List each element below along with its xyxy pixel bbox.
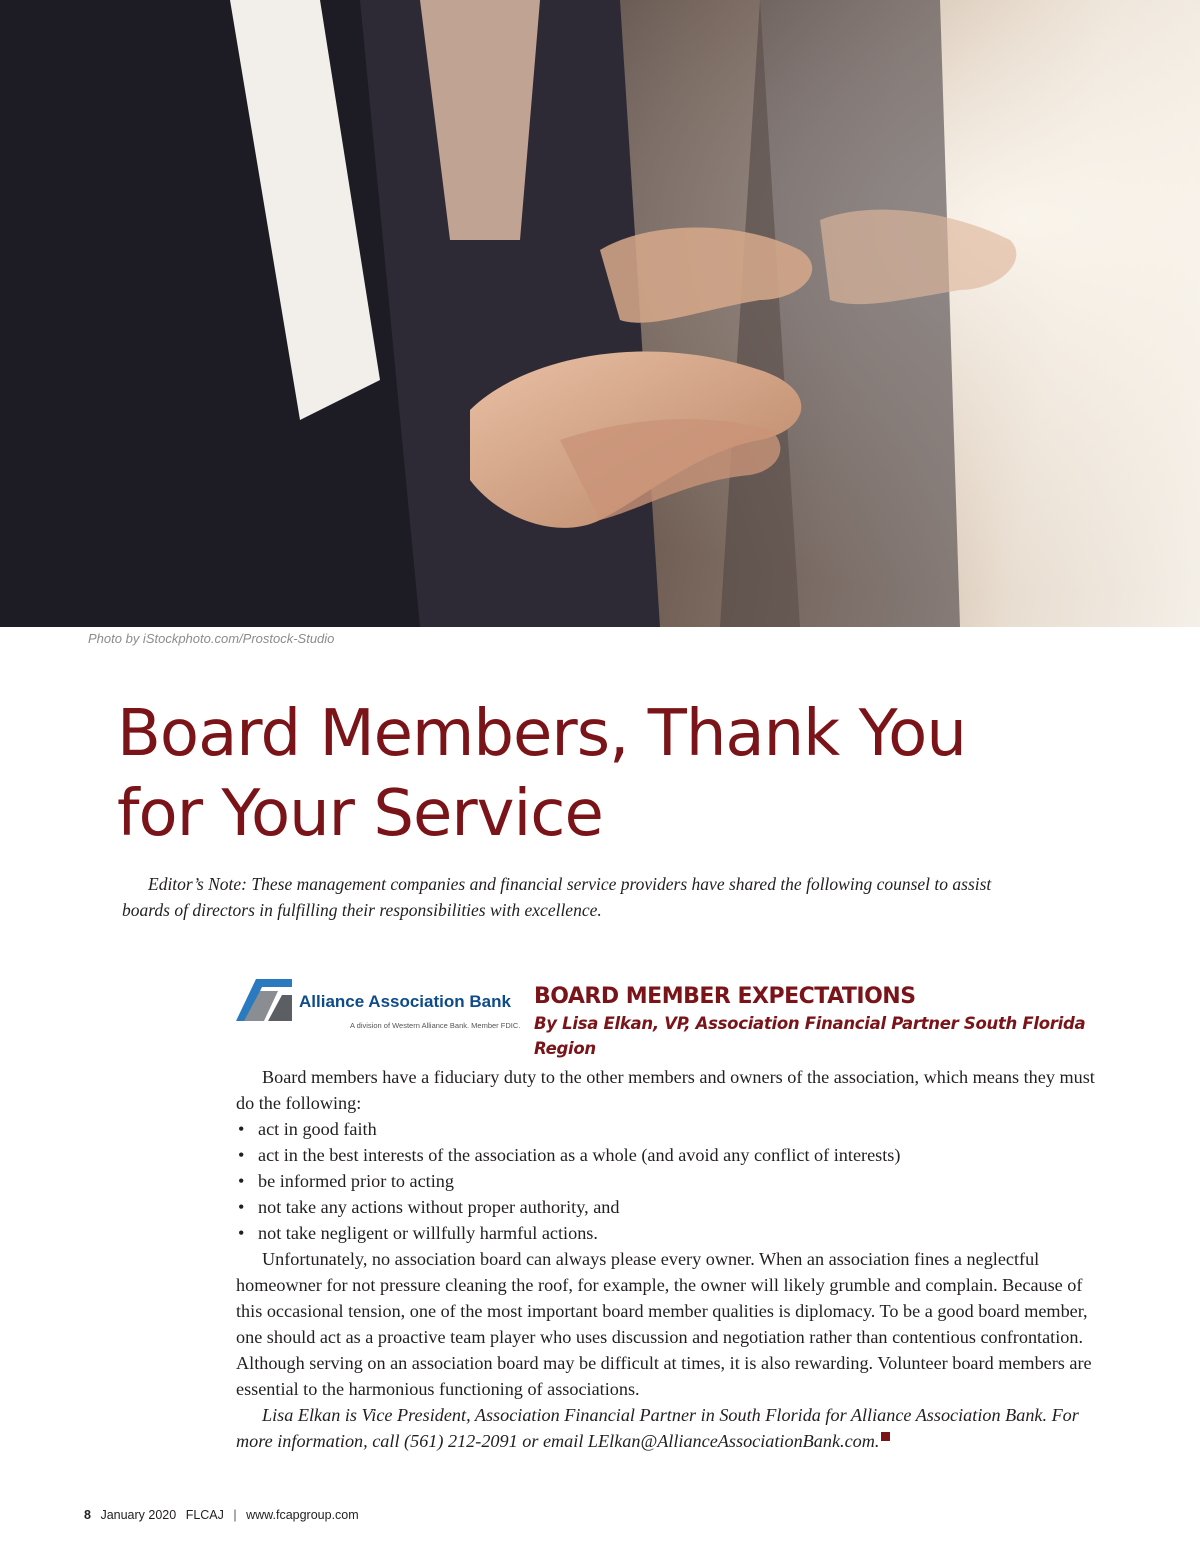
section-title: BOARD MEMBER EXPECTATIONS xyxy=(534,984,916,1009)
end-mark-icon xyxy=(881,1432,890,1441)
applause-photo-illustration xyxy=(0,0,1200,627)
footer-publication: FLCAJ xyxy=(185,1508,224,1522)
title-line-1: Board Members, Thank You xyxy=(117,697,966,771)
bullet-icon: • xyxy=(238,1145,245,1165)
section-header xyxy=(534,983,1094,1061)
footer-url[interactable]: www.fcapgroup.com xyxy=(246,1508,359,1522)
bullet-icon: • xyxy=(238,1171,245,1191)
list-item: • act in the best interests of the association as a whole (and avoid any conflict of interests) xyxy=(236,1142,1106,1168)
footer-separator: | xyxy=(233,1508,237,1522)
page-title xyxy=(117,694,1117,854)
author-bio: Lisa Elkan is Vice President, Association Financial Partner in South Florida for Alliance Association Bank. For more information, call (561) 212-2091 or email LElkan@AllianceAssociationBank.com. xyxy=(236,1405,1079,1451)
footer-issue: January 2020 xyxy=(100,1508,177,1522)
logo-subtitle: A division of Western Alliance Bank. Member FDIC. xyxy=(350,1021,521,1030)
article-intro: Board members have a fiduciary duty to the other members and owners of the association, which means they must do the following: xyxy=(236,1067,1095,1113)
photo-credit: Photo by iStockphoto.com/Prostock-Studio xyxy=(88,631,335,646)
page-footer xyxy=(84,1508,359,1522)
bullet-icon: • xyxy=(238,1197,245,1217)
duty-list xyxy=(236,1116,1106,1246)
editors-note: Editor’s Note: These management companies and financial service providers have shared the following counsel to assist boards of directors in fulfilling their responsibilities with excellence. xyxy=(122,874,992,920)
byline: By Lisa Elkan, VP, Association Financial Partner South Florida Region xyxy=(534,1014,1086,1058)
article-body xyxy=(236,1064,1106,1454)
logo-name: Alliance Association Bank xyxy=(299,992,511,1011)
article-paragraph: Unfortunately, no association board can always please every owner. When an association fines a neglectful homeowner for not pressure cleaning the roof, for example, the owner will likely grumble and complain. Because of this occasional tension, one of the most important board member qualities is diplomacy. To be a good board member, one should act as a proactive team player who uses discussion and negotiation rather than contentious confrontation. Although serving on an association board may be difficult at times, it is also rewarding. Volunteer board members are essential to the harmonious functioning of associations. xyxy=(236,1249,1092,1399)
list-item: • not take any actions without proper authority, and xyxy=(236,1194,1106,1220)
list-item: • act in good faith xyxy=(236,1116,1106,1142)
page-number: 8 xyxy=(84,1508,91,1522)
alliance-bank-logo-icon xyxy=(234,975,294,1023)
bullet-icon: • xyxy=(238,1119,245,1139)
title-line-2: for Your Service xyxy=(117,777,603,851)
list-item: • be informed prior to acting xyxy=(236,1168,1106,1194)
bullet-icon: • xyxy=(238,1223,245,1243)
alliance-bank-logo xyxy=(234,975,524,1035)
list-item: • not take negligent or willfully harmful actions. xyxy=(236,1220,1106,1246)
hero-photo xyxy=(0,0,1200,627)
